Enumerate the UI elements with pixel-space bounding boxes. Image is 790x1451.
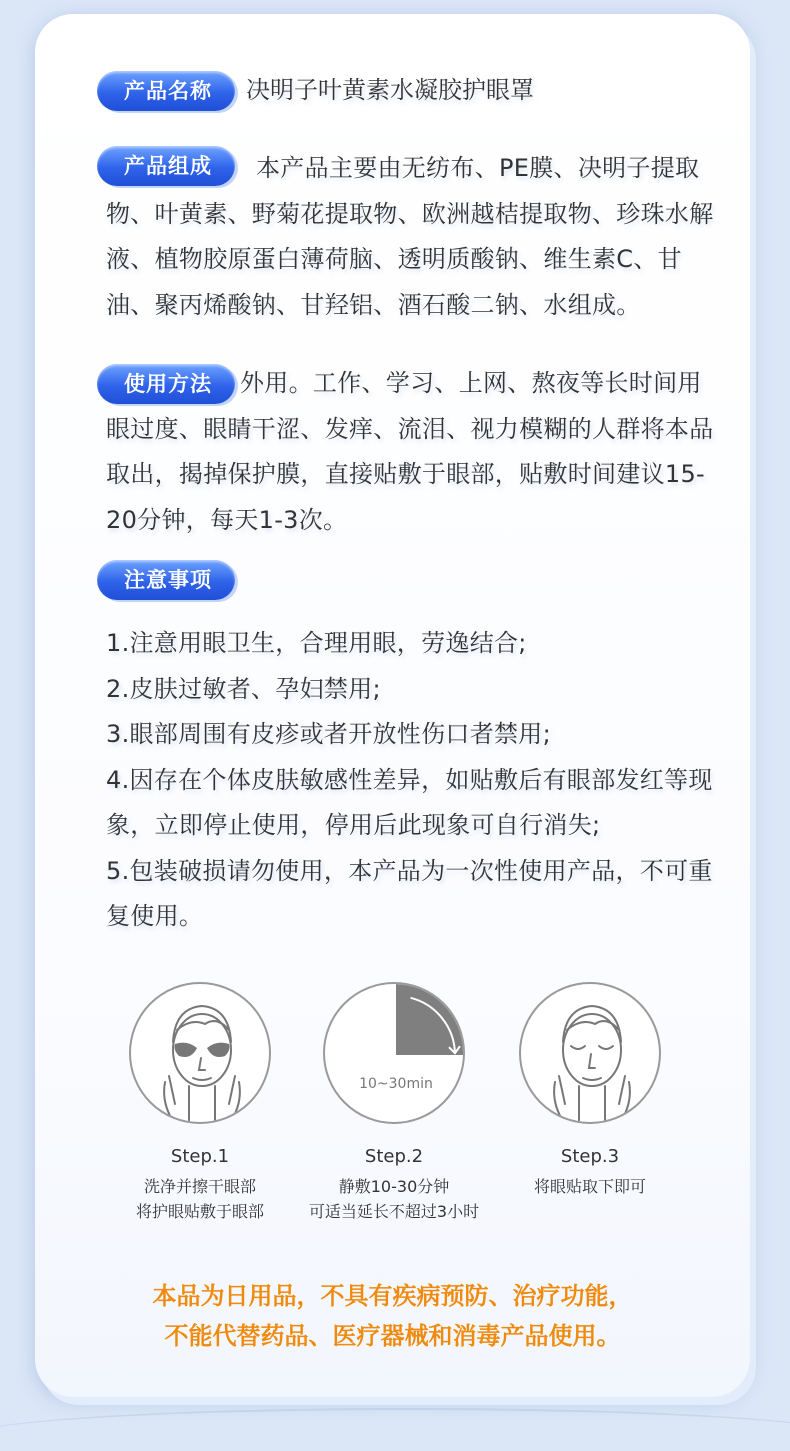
composition-tag: 产品组成 [97,146,235,186]
caution-item: 3.眼部周围有皮疹或者开放性伤口者禁用; [106,720,551,748]
step-2-desc-line1: 静敷10-30分钟 [338,1177,450,1196]
step-3 [490,982,690,1199]
disclaimer-line-2: 不能代替药品、医疗器械和消毒产品使用。 [164,1322,621,1350]
step-1-desc-line1: 洗净并擦干眼部 [143,1177,256,1196]
caution-item: 4.因存在个体皮肤敏感性差异，如贴敷后有眼部发红等现象，立即停止使用，停用后此现象可自行消失; [106,765,713,839]
step-2-title: Step.2 [364,1146,424,1167]
caution-item: 5.包装破损请勿使用，本产品为一次性使用产品，不可重复使用。 [106,856,713,930]
step-2 [294,982,494,1224]
step-3-circle [519,982,661,1124]
step-3-title: Step.3 [560,1146,620,1167]
composition-text: 本产品主要由无纺布、PE膜、决明子提取物、叶黄素、野菊花提取物、欧洲越桔提取物、珍珠水解液、植物胶原蛋白薄荷脑、透明质酸钠、维生素C、甘油、聚丙烯酸钠、甘羟铝、酒石酸二钠、水组成。 [106,154,714,319]
caution-tag: 注意事项 [97,560,235,600]
usage-tag: 使用方法 [97,364,235,404]
product-name-value: 决明子叶黄素水凝胶护眼罩 [246,76,534,104]
face-eyes-closed-icon [521,984,661,1124]
caution-list [106,621,718,940]
step-3-desc-line1: 将眼贴取下即可 [533,1177,646,1196]
step-2-circle [323,982,465,1124]
disclaimer-notice [35,1276,750,1356]
disclaimer-line-1: 本品为日用品，不具有疾病预防、治疗功能， [152,1282,633,1310]
product-name-tag: 产品名称 [97,71,235,111]
usage-text: 外用。工作、学习、上网、熬夜等长时间用眼过度、眼睛干涩、发痒、流泪、视力模糊的人群将本品取出，揭掉保护膜，直接贴敷于眼部，贴敷时间建议15-20分钟，每天1-3次。 [106,369,714,534]
timer-label: 10~30min [359,1076,433,1092]
step-2-desc-line2: 可适当延长不超过3小时 [308,1202,480,1221]
face-with-eye-mask-icon [131,984,271,1124]
background-curve [0,1408,790,1451]
step-1-desc-line2: 将护眼贴敷于眼部 [135,1202,264,1221]
timer-icon [325,984,465,1124]
caution-item: 2.皮肤过敏者、孕妇禁用; [106,674,381,703]
step-1 [100,982,300,1224]
step-1-circle [129,982,271,1124]
caution-item: 1.注意用眼卫生，合理用眼，劳逸结合; [106,629,527,657]
step-1-title: Step.1 [170,1146,230,1167]
